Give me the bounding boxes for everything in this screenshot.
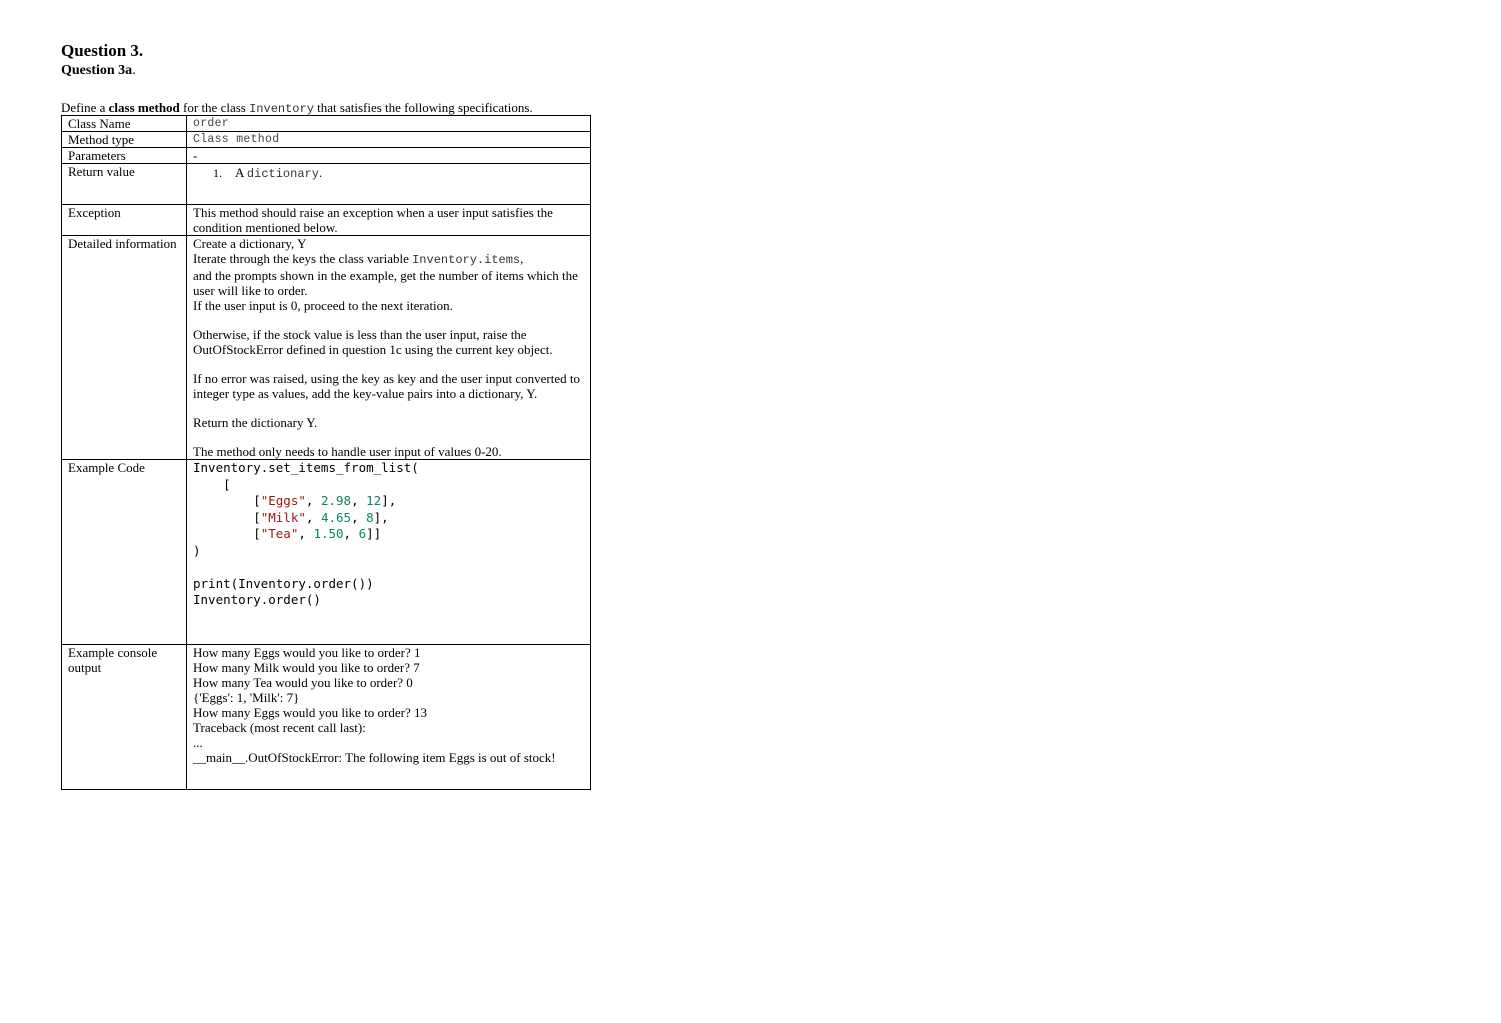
detail-para-5: The method only needs to handle user input of values 0-20. [193,444,502,459]
label-parameters: Parameters [62,148,187,164]
intro-after: that satisfies the following specifications. [313,100,533,115]
return-list-item [193,165,584,182]
return-item-text-a: A [235,165,247,180]
value-method-type: Class method [187,132,591,148]
label-example-code: Example Code [62,460,187,645]
console-line: How many Eggs would you like to order? 1 [193,645,421,660]
return-item-end: . [318,165,323,180]
value-detailed-information [187,236,591,460]
detail-line-4: If the user input is 0, proceed to the next iteration. [193,298,453,313]
label-return-value: Return value [62,164,187,205]
console-line: Traceback (most recent call last): [193,720,366,735]
console-line: __main__.OutOfStockError: The following item Eggs is out of stock! [193,750,556,765]
spec-table [61,115,591,790]
row-method-type [62,132,591,148]
detail-line-2-mono: Inventory.items [412,253,521,267]
code-string: "Milk" [260,509,306,525]
console-line: How many Milk would you like to order? 7 [193,660,420,675]
intro-bold: class method [108,100,180,115]
label-detailed-information: Detailed information [62,236,187,460]
return-item-mono: dictionary [246,167,319,181]
code-string: "Eggs" [260,493,306,508]
subtitle-rest: . [132,63,136,78]
return-item-number: 1. [213,166,222,180]
row-detailed-information [62,236,591,460]
row-parameters [62,148,591,164]
row-return-value [62,164,591,205]
code-number: 6 [358,526,367,541]
value-exception: This method should raise an exception when a user input satisfies the condition mentioned below. [187,205,591,236]
detail-para-2: Otherwise, if the stock value is less than the user input, raise the OutOfStockError defined in question 1c using the current key object. [193,327,553,357]
detail-line-3: and the prompts shown in the example, get the number of items which the user will like to order. [193,268,578,298]
code-line: print(Inventory.order()) [193,575,374,591]
detail-para-4: Return the dictionary Y. [193,415,318,430]
value-parameters: - [187,148,591,164]
intro-middle: for the class [179,100,250,115]
code-number: 1.50 [313,526,344,541]
console-line: How many Tea would you like to order? 0 [193,675,413,690]
label-example-console-output: Example console output [62,645,187,790]
label-class-name: Class Name [62,116,187,132]
row-class-name [62,116,591,132]
code-number: 2.98 [320,493,352,508]
code-line: Inventory.set_items_from_list( [193,460,419,475]
label-method-type: Method type [62,132,187,148]
code-line: [ [193,476,231,492]
row-example-console-output [62,645,591,790]
detail-line-2-before: Iterate through the keys the class variable [193,251,413,266]
question-header [61,40,621,118]
console-line: ... [193,735,203,750]
value-example-console-output [187,645,591,790]
example-code-block: Inventory.set_items_from_list( [ ["Eggs", 2.98, 12], ["Milk", 4.65, 8], ["Tea", 1.50, 6]] ) print(Inventory.order()) Inventory.order() [193,460,419,607]
detail-line-1: Create a dictionary, Y [193,236,307,251]
question-subtitle [61,62,621,80]
label-exception: Exception [62,205,187,236]
console-line: How many Eggs would you like to order? 13 [193,705,427,720]
code-number: 12 [366,493,382,508]
question-title: Question 3. [61,41,144,60]
subtitle-bold: Question 3a [61,63,133,78]
code-string: "Tea" [260,526,299,541]
code-line: Inventory.order() [193,592,321,607]
detail-line-2-after: , [520,251,524,266]
intro-class-name: Inventory [249,102,314,116]
value-return-value [187,164,591,205]
code-number: 4.65 [320,509,352,525]
code-line: ) [193,542,201,558]
console-line: {'Eggs': 1, 'Milk': 7} [193,690,300,705]
value-example-code [187,460,591,645]
code-number: 8 [366,509,374,525]
value-class-name: order [187,116,591,132]
row-exception [62,205,591,236]
row-example-code [62,460,591,645]
detail-line-2 [193,251,584,268]
detail-para-3: If no error was raised, using the key as key and the user input converted to integer type as values, add the key-value pairs into a dictionary, Y. [193,371,580,401]
intro-before: Define a [61,100,109,115]
